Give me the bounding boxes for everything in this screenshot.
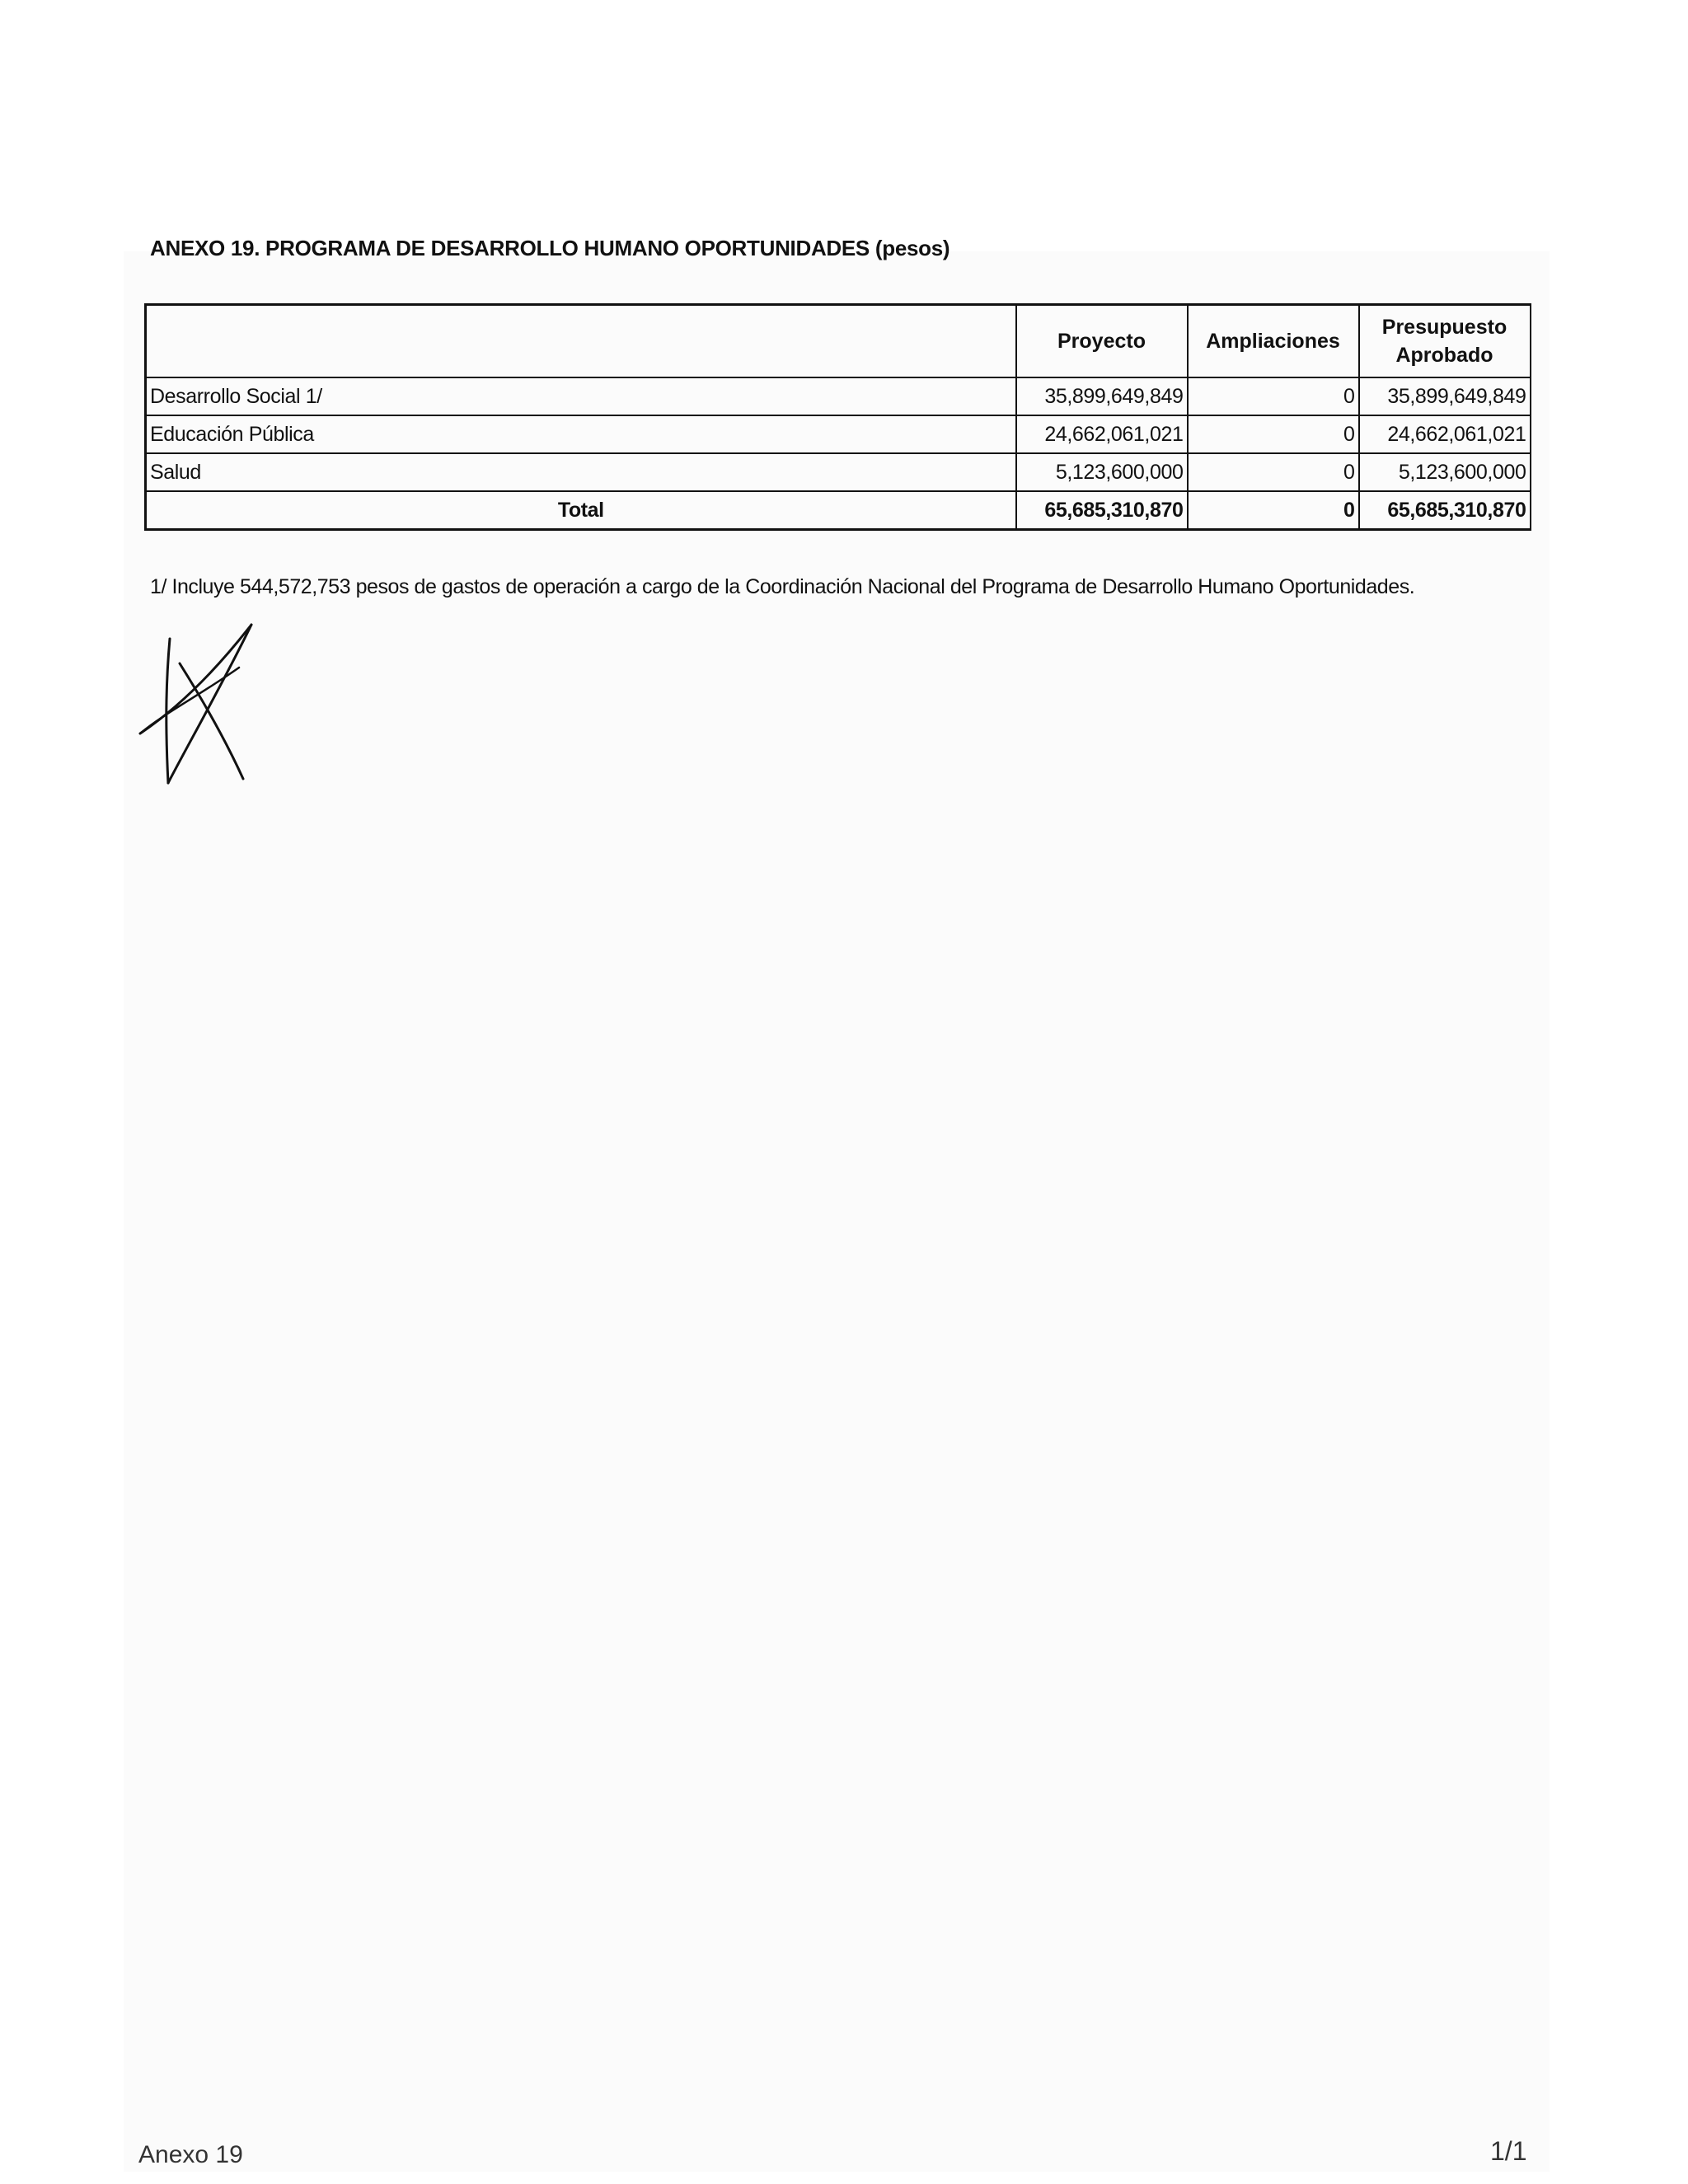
page-background <box>124 251 1550 2172</box>
header-ampliaciones: Ampliaciones <box>1188 305 1359 378</box>
row-concept: Educación Pública <box>146 415 1016 453</box>
row-proyecto: 24,662,061,021 <box>1016 415 1188 453</box>
row-presupuesto-aprobado: 35,899,649,849 <box>1359 377 1531 415</box>
row-ampliaciones: 0 <box>1188 415 1359 453</box>
document-title: ANEXO 19. PROGRAMA DE DESARROLLO HUMANO OPORTUNIDADES (pesos) <box>150 236 950 260</box>
signature-icon <box>132 618 264 791</box>
total-ampliaciones: 0 <box>1188 491 1359 530</box>
budget-table <box>144 303 1531 531</box>
row-proyecto: 35,899,649,849 <box>1016 377 1188 415</box>
row-ampliaciones: 0 <box>1188 453 1359 491</box>
table-total-row <box>146 491 1531 530</box>
row-proyecto: 5,123,600,000 <box>1016 453 1188 491</box>
total-presupuesto-aprobado: 65,685,310,870 <box>1359 491 1531 530</box>
header-proyecto: Proyecto <box>1016 305 1188 378</box>
header-concept <box>146 305 1016 378</box>
total-label: Total <box>146 491 1016 530</box>
total-proyecto: 65,685,310,870 <box>1016 491 1188 530</box>
table-row <box>146 415 1531 453</box>
row-ampliaciones: 0 <box>1188 377 1359 415</box>
table-row <box>146 377 1531 415</box>
footer-label: Anexo 19 <box>138 2141 243 2168</box>
row-concept: Salud <box>146 453 1016 491</box>
table-header-row <box>146 305 1531 378</box>
header-presupuesto-aprobado: Presupuesto Aprobado <box>1359 305 1531 378</box>
row-concept: Desarrollo Social 1/ <box>146 377 1016 415</box>
table-row <box>146 453 1531 491</box>
page-number: 1/1 <box>1490 2136 1527 2166</box>
footnote: 1/ Incluye 544,572,753 pesos de gastos de operación a cargo de la Coordinación Nacional del Programa de Desarrollo Humano Oportunidades. <box>150 575 1415 598</box>
row-presupuesto-aprobado: 24,662,061,021 <box>1359 415 1531 453</box>
row-presupuesto-aprobado: 5,123,600,000 <box>1359 453 1531 491</box>
